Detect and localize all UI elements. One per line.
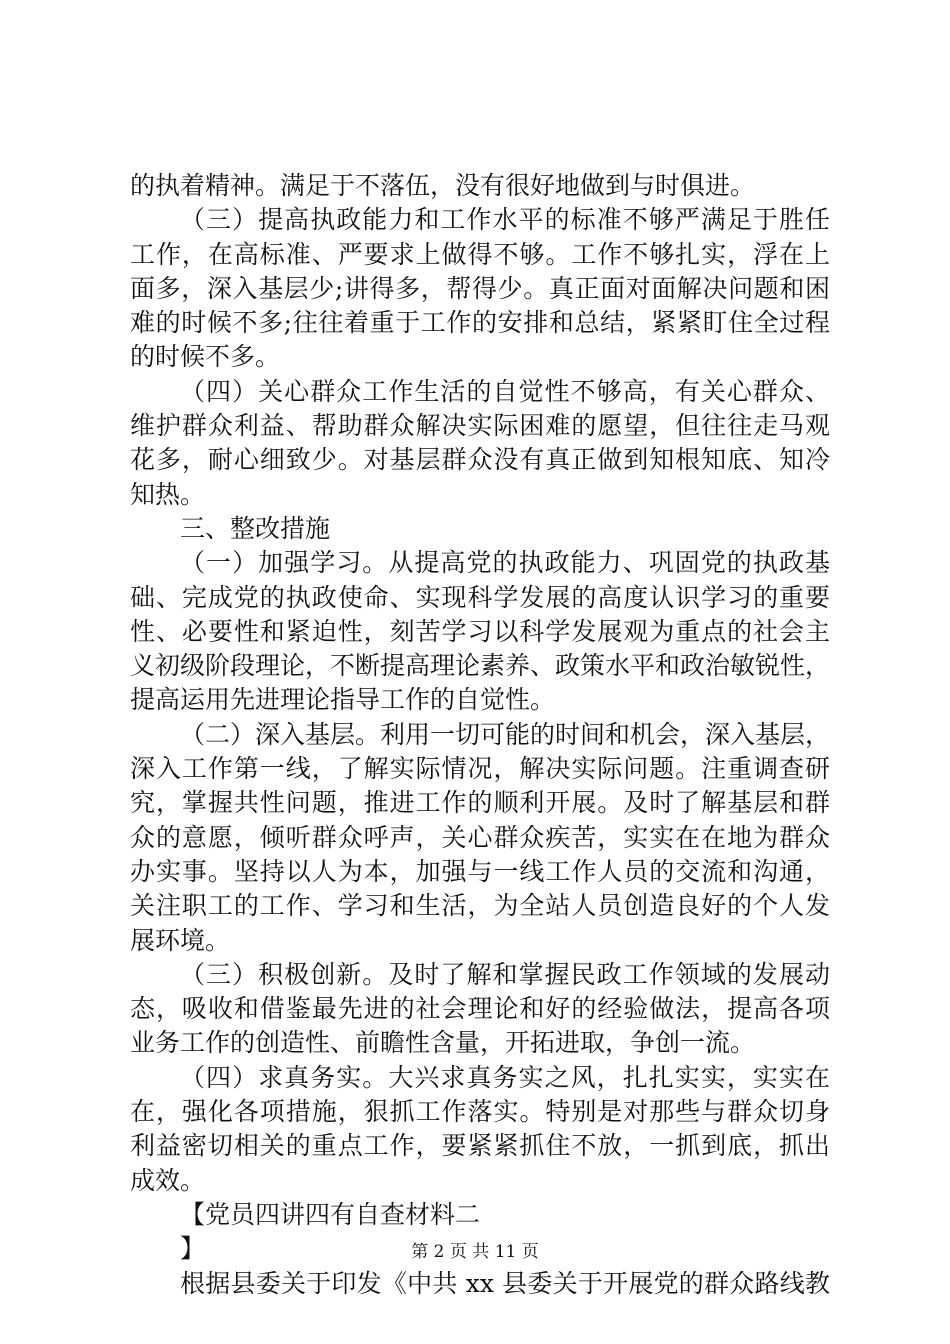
text-line: （二）深入基层。利用一切可能的时间和机会，深入基层， [180, 719, 830, 749]
text-line: 根据县委关于印发《中共 xx 县委关于开展党的群众路线教 [180, 1268, 830, 1298]
text-line: 态，吸收和借鉴最先进的社会理论和好的经验做法，提高各项 [130, 994, 830, 1024]
text-line: 业务工作的创造性、前瞻性含量，开拓进取，争创一流。 [130, 1028, 756, 1058]
text-line: 深入工作第一线，了解实际情况，解决实际问题。注重调查研 [130, 754, 830, 784]
text-line: 难的时候不多;往往着重于工作的安排和总结，紧紧盯住全过程 [130, 308, 830, 338]
text-line: 维护群众利益、帮助群众解决实际困难的愿望，但往往走马观 [130, 411, 830, 441]
text-line: 工作，在高标准、严要求上做得不够。工作不够扎实，浮在上 [130, 239, 830, 269]
text-line: 成效。 [130, 1165, 206, 1195]
text-line: 关注职工的工作、学习和生活，为全站人员创造良好的个人发 [130, 891, 830, 921]
text-line: 众的意愿，倾听群众呼声，关心群众疾苦，实实在在地为群众 [130, 822, 830, 852]
document-body [130, 169, 830, 1301]
text-line: 的时候不多。 [130, 342, 281, 372]
text-line: 展环境。 [130, 925, 231, 955]
text-line: 三、整改措施 [180, 513, 331, 543]
text-line: 的执着精神。满足于不落伍，没有很好地做到与时俱进。 [130, 171, 756, 200]
text-line: （四）求真务实。大兴求真务实之风，扎扎实实，实实在 [180, 1062, 830, 1092]
text-line: 提高运用先进理论指导工作的自觉性。 [130, 685, 556, 715]
text-line: 知热。 [130, 479, 206, 509]
text-line: （三）提高执政能力和工作水平的标准不够严满足于胜任 [180, 205, 830, 235]
text-line: 性、必要性和紧迫性，刻苦学习以科学发展观为重点的社会主 [130, 616, 830, 646]
text-line: （三）积极创新。及时了解和掌握民政工作领域的发展动 [180, 959, 830, 989]
text-line: 办实事。坚持以人为本，加强与一线工作人员的交流和沟通， [130, 856, 830, 886]
text-line: 利益密切相关的重点工作，要紧紧抓住不放，一抓到底，抓出 [130, 1131, 830, 1161]
text-line: 在，强化各项措施，狠抓工作落实。特别是对那些与群众切身 [130, 1097, 830, 1127]
page-footer: 第 2 页 共 11 页 [411, 1242, 539, 1262]
text-line: 究，掌握共性问题，推进工作的顺利开展。及时了解基层和群 [130, 788, 830, 818]
text-line: 】 [180, 1234, 206, 1264]
text-line: 花多，耐心细致少。对基层群众没有真正做到知根知底、知冷 [130, 445, 830, 475]
text-line: 础、完成党的执政使命、实现科学发展的高度认识学习的重要 [130, 582, 830, 612]
text-line: 义初级阶段理论，不断提高理论素养、政策水平和政治敏锐性， [130, 651, 830, 681]
text-line: 【党员四讲四有自查材料二 [180, 1199, 481, 1229]
text-line: （四）关心群众工作生活的自觉性不够高，有关心群众、 [180, 376, 830, 406]
text-line: 面多，深入基层少;讲得多，帮得少。真正面对面解决问题和困 [130, 273, 830, 303]
text-line: （一）加强学习。从提高党的执政能力、巩固党的执政基 [180, 548, 830, 578]
